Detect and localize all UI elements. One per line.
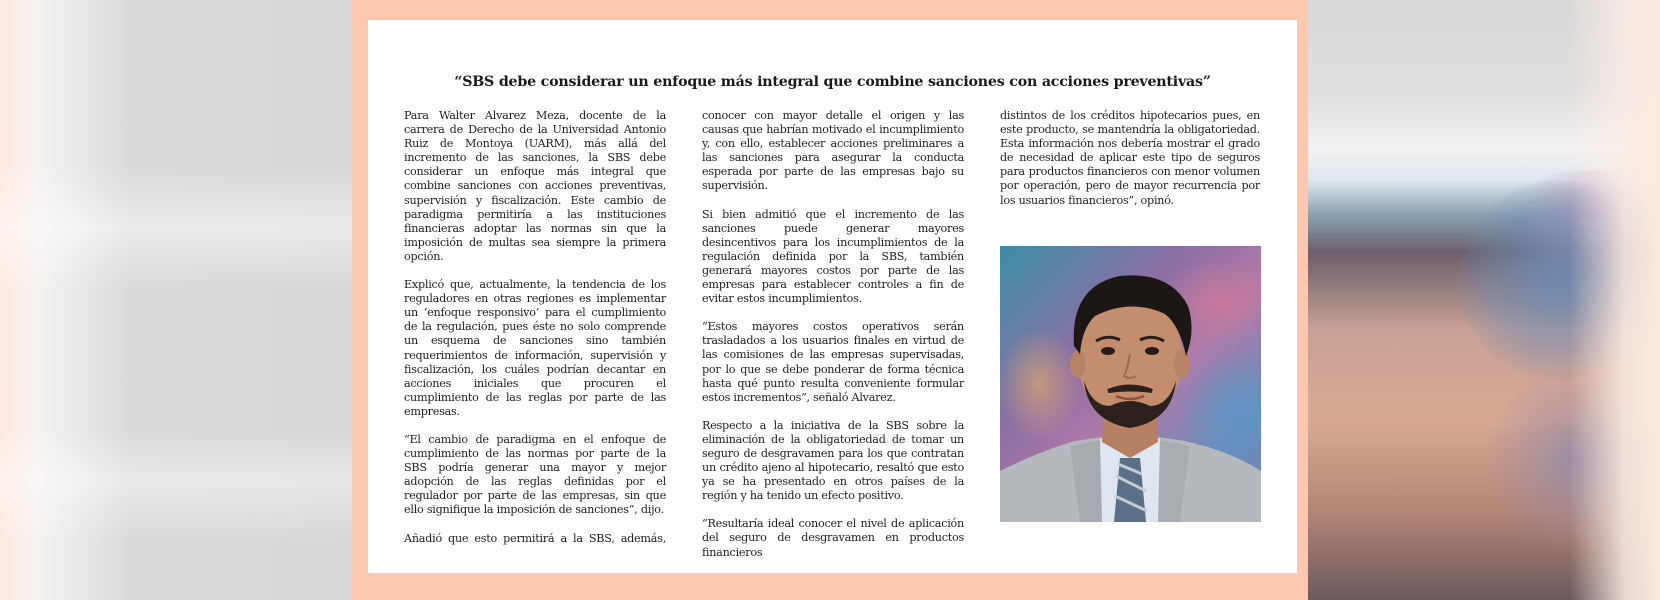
paragraph: Respecto a la iniciativa de la SBS sobre la eliminación de la obligatoriedad de tomar un seguro de desgravamen para los que contratan un crédito ajeno al hipotecario, resaltó que esto ya se ha presentado en otros países de la región y ha tenido un efecto positivo. bbox=[702, 418, 964, 503]
paragraph: conocer con mayor detalle el origen y las causas que habrían motivado el incumplimiento y, con ello, establecer acciones preliminares a las sanciones para asegurar la conducta esperada por parte de las empresas bajo su supervisión. bbox=[702, 109, 964, 193]
blurred-background-right bbox=[1308, 0, 1660, 600]
article-title: “SBS debe considerar un enfoque más integral que combine sanciones con acciones preventivas” bbox=[454, 74, 1211, 90]
article-column-2 bbox=[702, 109, 964, 574]
paragraph: distintos de los créditos hipotecarios pues, en este producto, se mantendría la obligatoriedad. Esta información nos debería mostrar el grado de necesidad de aplicar este tipo de seguros para productos financieros con menor volumen por operación, pero de mayor recurrencia por los usuarios financieros”, opinó. bbox=[1000, 109, 1260, 207]
article-card bbox=[368, 20, 1297, 573]
background-fade bbox=[1570, 0, 1660, 600]
blurred-background-left bbox=[0, 0, 352, 600]
article-frame bbox=[352, 0, 1308, 600]
paragraph: “Resultaría ideal conocer el nivel de aplicación del seguro de desgravamen en productos financieros bbox=[702, 517, 964, 559]
paragraph: “Estos mayores costos operativos serán trasladados a los usuarios finales en virtud de las comisiones de las empresas supervisadas, por lo que se debe ponderar de forma técnica hasta qué punto resulta conveniente formular estos incrementos”, señaló Alvarez. bbox=[702, 320, 964, 404]
paragraph: Si bien admitió que el incremento de las sanciones puede generar mayores desincentivos para los incumplimientos de la regulación definida por la SBS, también generará mayores costos por parte de las empresas para establecer controles a fin de evitar estos incumplimientos. bbox=[702, 207, 964, 306]
portrait-photo bbox=[1000, 246, 1261, 522]
paragraph: Para Walter Alvarez Meza, docente de la carrera de Derecho de la Universidad Antonio Ruiz de Montoya (UARM), más allá del incremento de las sanciones, la SBS debe considerar un enfoque más integral que combine sanciones con acciones preventivas, supervisión y fiscalización. Este cambio de paradigma permitiría a las instituciones financieras adoptar las normas sin que la imposición de multas sea siempre la primera opción. bbox=[404, 109, 666, 263]
paragraph: Añadió que esto permitirá a la SBS, además, bbox=[404, 531, 666, 545]
article-column-1 bbox=[404, 109, 666, 560]
article-column-3 bbox=[1000, 109, 1260, 222]
portrait-illustration bbox=[1000, 246, 1261, 522]
paragraph: Explicó que, actualmente, la tendencia de los reguladores en otras regiones es implementar un ‘enfoque responsivo’ para el cumplimiento de la regulación, pues éste no solo comprende un esquema de sanciones sino también requerimientos de información, supervisión y fiscalización, los cuáles podrían decantar en acciones iniciales que procuren el cumplimiento de las reglas por parte de las empresas. bbox=[404, 278, 666, 418]
paragraph: “El cambio de paradigma en el enfoque de cumplimiento de las normas por parte de la SBS podría generar una mayor y mejor adopción de las reglas definidas por el regulador por parte de las empresas, sin que ello signifique la imposición de sanciones”, dijo. bbox=[404, 432, 666, 517]
